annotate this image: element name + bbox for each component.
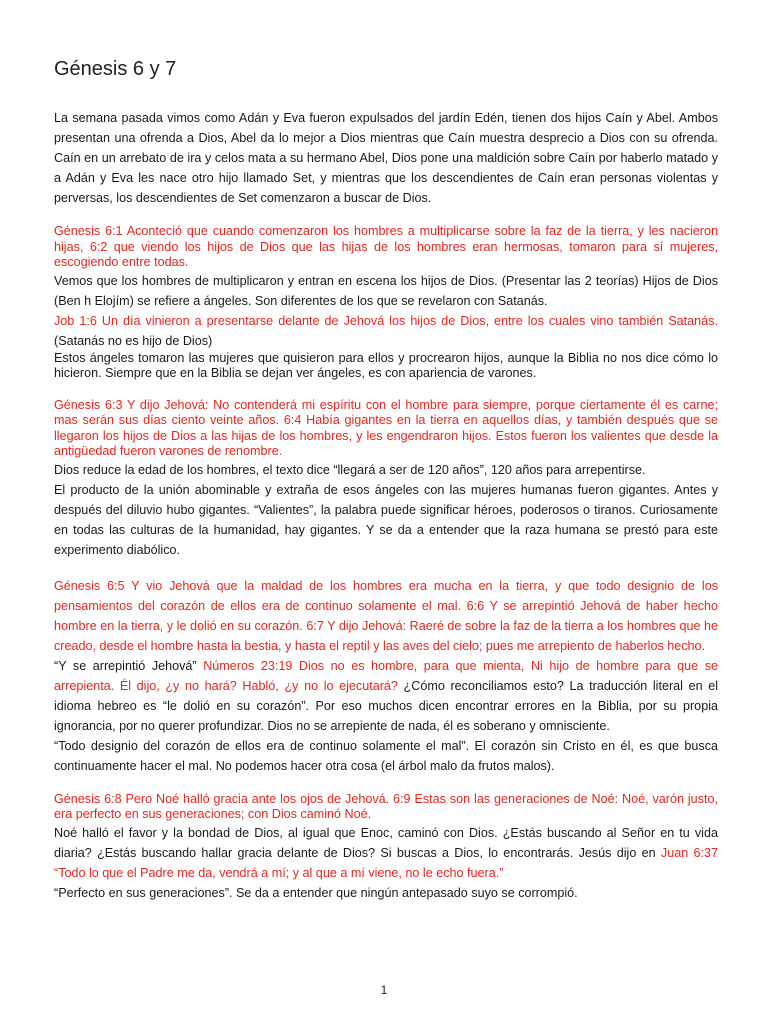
scripture-juan-6-37: Juan 6:37 “Todo lo que el Padre me da, vendrá a mí; y al que a mí viene, no le echo fuera.” <box>54 845 718 880</box>
page-number: 1 <box>380 983 388 997</box>
note-satanas: (Satanás no es hijo de Dios) <box>54 333 213 348</box>
paragraph-perfecto: “Perfecto en sus generaciones”. Se da a entender que ningún antepasado suyo se corrompió. <box>54 885 578 900</box>
paragraph-angeles: Estos ángeles tomaron las mujeres que quisieron para ellos y procrearon hijos, aunque la Biblia no nos dice cómo lo hicieron. Siempre que en la Biblia se dejan ver ángeles, es con apariencia de varones. <box>54 350 718 380</box>
paragraph-edad: Dios reduce la edad de los hombres, el texto dice “llegará a ser de 120 años”, 120 años para arrepentirse. <box>54 462 646 477</box>
scripture-job-1-6: Job 1:6 Un día vinieron a presentarse delante de Jehová los hijos de Dios, entre los cuales vino también Satanás. <box>54 313 718 328</box>
paragraph-intro: La semana pasada vimos como Adán y Eva fueron expulsados del jardín Edén, tienen dos hijos Caín y Abel. Ambos presentan una ofrenda a Dios, Abel da lo mejor a Dios mientras que Caín muestra desprecio a Dios con su ofrenda. Caín en un arrebato de ira y celos mata a su hermano Abel, Dios pone una maldición sobre Caín por haberlo matado y a Adán y Eva les nace otro hijo llamado Set, y mientras que los descendientes de Caín eran personas violentas y perversas, los descendientes de Set comenzaron a buscar de Dios. <box>54 111 718 205</box>
document-body <box>54 108 718 903</box>
paragraph-gigantes: El producto de la unión abominable y extraña de esos ángeles con las mujeres humanas fueron gigantes. Antes y después del diluvio hubo gigantes. “Valientes”, la palabra puede significar héroes, poderosos o tiranos. Curiosamente en todas las culturas de la humanidad, hay gigantes. Y se da a entender que la raza humana se prestó para este experimento diabólico. <box>54 482 718 557</box>
paragraph-arrepintio-text: ¿Cómo reconciliamos esto? La traducción literal en el idioma hebreo es “le dolió en su corazón”. Por eso muchos dicen encontrar errores en la Biblia, por su propia ignorancia, por no querer profundizar. Dios no se arrepiente de nada, él es soberano y omnisciente. <box>54 678 718 733</box>
scripture-genesis-6-3: Génesis 6:3 Y dijo Jehová: No contenderá mi espíritu con el hombre para siempre, porque ciertamente él es carne; mas serán sus días ciento veinte años. 6:4 Había gigantes en la tierra en aquellos días, y también después que se llegaron los hijos de Dios a las hijas de los hombres, y les engendraron hijos. Estos fueron los valientes que desde la antigüedad fueron varones de renombre. <box>54 397 718 458</box>
paragraph-noe <box>54 823 718 883</box>
scripture-genesis-6-1: Génesis 6:1 Aconteció que cuando comenzaron los hombres a multiplicarse sobre la faz de la tierra, y les nacieron hijas, 6:2 que viendo los hijos de Dios que las hijas de los hombres eran hermosas, tomaron para sí mujeres, escogiendo entre todas. <box>54 224 718 269</box>
quote-arrepintio: “Y se arrepintió Jehová” <box>54 658 204 673</box>
paragraph-hijos-de-dios: Vemos que los hombres de multiplicaron y entran en escena los hijos de Dios. (Presentar las 2 teorías) Hijos de Dios (Ben h Elojím) se refiere a ángeles. Son diferentes de los que se revelaron con Satanás. <box>54 273 718 308</box>
paragraph-job-1-6 <box>54 311 718 351</box>
scripture-genesis-6-8: Génesis 6:8 Pero Noé halló gracia ante los ojos de Jehová. 6:9 Estas son las generaciones de Noé: Noé, varón justo, era perfecto en sus generaciones; con Dios caminó Noé. <box>54 791 718 821</box>
scripture-numeros-23-19: Números 23:19 Dios no es hombre, para que mienta, Ni hijo de hombre para que se arrepienta. Él dijo, ¿y no hará? Habló, ¿y no lo ejecutará? <box>54 658 718 693</box>
paragraph-noe-text: Noé halló el favor y la bondad de Dios, al igual que Enoc, caminó con Dios. ¿Estás buscando al Señor en tu vida diaria? ¿Estás buscando hallar gracia delante de Dios? Si buscas a Dios, lo encontrarás. Jesús dijo en <box>54 825 718 860</box>
paragraph-designio: “Todo designio del corazón de ellos era de continuo solamente el mal”. El corazón sin Cristo en él, es que busca continuamente hacer el mal. No podemos hacer otra cosa (el árbol malo da frutos malos). <box>54 738 718 773</box>
paragraph-arrepintio <box>54 656 718 736</box>
page-title: Génesis 6 y 7 <box>54 58 177 80</box>
scripture-genesis-6-5: Génesis 6:5 Y vio Jehová que la maldad de los hombres era mucha en la tierra, y que todo designio de los pensamientos del corazón de ellos era de continuo solamente el mal. 6:6 Y se arrepintió Jehová de haber hecho hombre en la tierra, y le dolió en su corazón. 6:7 Y dijo Jehová: Raeré de sobre la faz de la tierra a los hombres que he creado, desde el hombre hasta la bestia, y hasta el reptil y las aves del cielo; pues me arrepiento de haberlos hecho. <box>54 578 718 653</box>
